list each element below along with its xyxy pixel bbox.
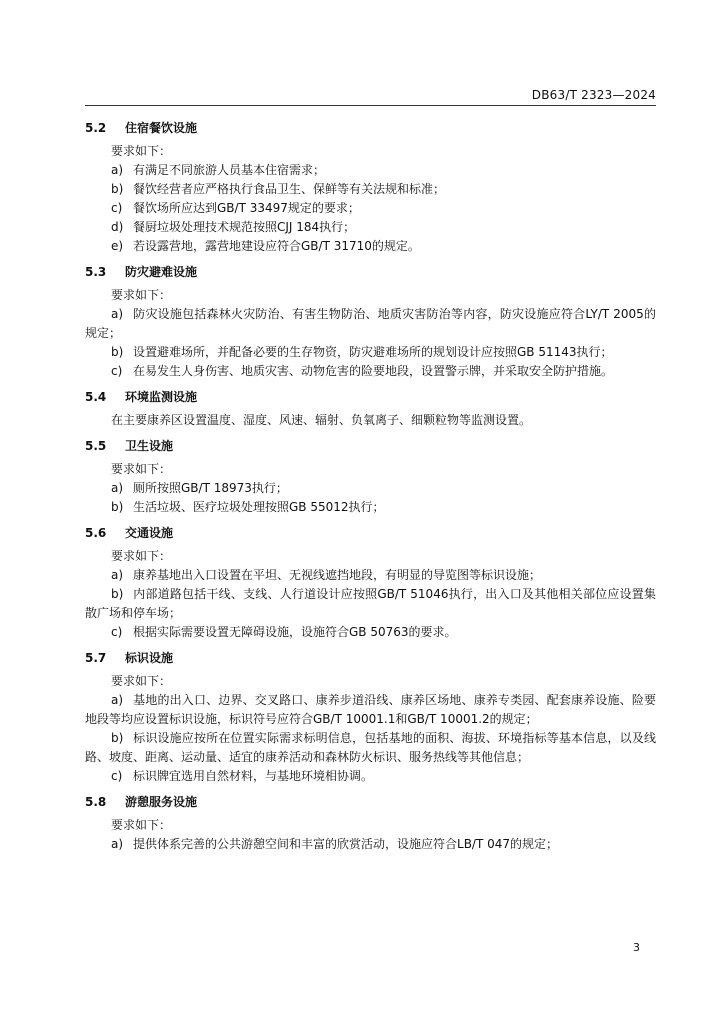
section-heading — [85, 437, 656, 456]
list-item — [85, 498, 656, 517]
section — [85, 119, 656, 256]
list-item — [85, 199, 656, 218]
list-item-marker: a) — [111, 307, 124, 321]
list-item-text: 提供体系完善的公共游憩空间和丰富的欣赏活动，设施应符合LB/T 047的规定； — [133, 837, 559, 851]
list-item-text: 设置避难场所，并配备必要的生存物资，防灾避难场所的规划设计应按照GB 51143执行； — [133, 345, 613, 359]
list-item — [85, 566, 656, 585]
section-number: 5.3 — [85, 265, 107, 279]
list-item-text: 康养基地出入口设置在平坦、无视线遮挡地段，有明显的导览图等标识设施； — [133, 568, 542, 582]
list-item-marker: a) — [111, 163, 124, 177]
list-item-marker: c) — [111, 625, 123, 639]
section-title: 住宿餐饮设施 — [125, 121, 198, 135]
list-item-marker: a) — [111, 837, 124, 851]
section-title: 环境监测设施 — [125, 390, 198, 404]
section — [85, 388, 656, 430]
section-title: 标识设施 — [125, 651, 174, 665]
list-item-text: 生活垃圾、医疗垃圾处理按照GB 55012执行； — [133, 500, 385, 514]
list-item — [85, 218, 656, 237]
list-item-text: 防灾设施包括森林火灾防治、有害生物防治、地质灾害防治等内容，防灾设施应符合LY/T 2005的规定； — [85, 307, 656, 340]
list-item-text: 标识设施应按所在位置实际需求标明信息，包括基地的面积、海拔、环境指标等基本信息，以及线路、坡度、距离、运动量、适宜的康养活动和森林防火标识、服务热线等其他信息； — [85, 731, 656, 764]
list-item-marker: b) — [111, 182, 124, 196]
list-item — [85, 767, 656, 786]
list-item — [85, 343, 656, 362]
list-item — [85, 585, 656, 623]
list-item-marker: c) — [111, 201, 123, 215]
section — [85, 793, 656, 854]
list-item-marker: b) — [111, 500, 124, 514]
section-intro: 要求如下： — [111, 549, 172, 563]
list-item-marker: a) — [111, 568, 124, 582]
section-intro: 要求如下： — [111, 288, 172, 302]
list-item — [85, 180, 656, 199]
section-intro: 要求如下： — [111, 818, 172, 832]
section-number: 5.8 — [85, 795, 107, 809]
list-item-marker: b) — [111, 587, 124, 601]
list-item — [85, 305, 656, 343]
list-item-text: 根据实际需要设置无障碍设施，设施符合GB 50763的要求。 — [133, 625, 457, 639]
section-intro: 要求如下： — [111, 674, 172, 688]
section-heading — [85, 524, 656, 543]
section-heading — [85, 388, 656, 407]
list-item-text: 有满足不同旅游人员基本住宿需求； — [133, 163, 326, 177]
list-item — [85, 623, 656, 642]
list-item-text: 标识牌宜选用自然材料，与基地环境相协调。 — [133, 769, 374, 783]
section-title: 防灾避难设施 — [125, 265, 198, 279]
page-number: 3 — [633, 941, 640, 954]
list-item-text: 厕所按照GB/T 18973执行； — [133, 481, 288, 495]
list-item — [85, 479, 656, 498]
list-item — [85, 362, 656, 381]
list-item — [85, 161, 656, 180]
section-title: 游憩服务设施 — [125, 795, 198, 809]
list-item-text: 在易发生人身伤害、地质灾害、动物危害的险要地段，设置警示牌，并采取安全防护措施。 — [133, 364, 614, 378]
section — [85, 263, 656, 381]
section-heading — [85, 119, 656, 138]
section-number: 5.5 — [85, 439, 107, 453]
list-item-text: 内部道路包括干线、支线、人行道设计应按照GB/T 51046执行，出入口及其他相关部位应设置集散广场和停车场； — [85, 587, 656, 620]
section-intro: 要求如下： — [111, 144, 172, 158]
section-number: 5.2 — [85, 121, 107, 135]
list-item — [85, 729, 656, 767]
list-item-text: 基地的出入口、边界、交叉路口、康养步道沿线、康养区场地、康养专类园、配套康养设施、险要地段等均应设置标识设施，标识符号应符合GB/T 10001.1和GB/T 10001.2的规定； — [85, 693, 656, 726]
list-item-text: 若设露营地，露营地建设应符合GB/T 31710的规定。 — [133, 239, 420, 253]
list-item-text: 餐饮场所应达到GB/T 33497规定的要求； — [133, 201, 360, 215]
document-body — [85, 112, 656, 854]
header-rule — [85, 105, 656, 106]
section — [85, 649, 656, 786]
section-number: 5.4 — [85, 390, 107, 404]
list-item-marker: a) — [111, 693, 124, 707]
section-intro: 在主要康养区设置温度、湿度、风速、辐射、负氧离子、细颗粒物等监测设置。 — [111, 413, 532, 427]
section-heading — [85, 793, 656, 812]
section-heading — [85, 649, 656, 668]
section-heading — [85, 263, 656, 282]
list-item-marker: b) — [111, 731, 124, 745]
list-item-marker: e) — [111, 239, 124, 253]
section-number: 5.6 — [85, 526, 107, 540]
section — [85, 524, 656, 642]
list-item — [85, 691, 656, 729]
section — [85, 437, 656, 517]
section-intro: 要求如下： — [111, 462, 172, 476]
list-item-text: 餐饮经营者应严格执行食品卫生、保鲜等有关法规和标准； — [133, 182, 446, 196]
list-item-marker: b) — [111, 345, 124, 359]
section-title: 交通设施 — [125, 526, 174, 540]
list-item-marker: c) — [111, 364, 123, 378]
list-item-text: 餐厨垃圾处理技术规范按照CJJ 184执行； — [133, 220, 356, 234]
list-item — [85, 237, 656, 256]
list-item-marker: d) — [111, 220, 124, 234]
list-item-marker: c) — [111, 769, 123, 783]
document-code: DB63/T 2323—2024 — [531, 88, 656, 102]
section-title: 卫生设施 — [125, 439, 174, 453]
section-number: 5.7 — [85, 651, 107, 665]
list-item — [85, 835, 656, 854]
list-item-marker: a) — [111, 481, 124, 495]
